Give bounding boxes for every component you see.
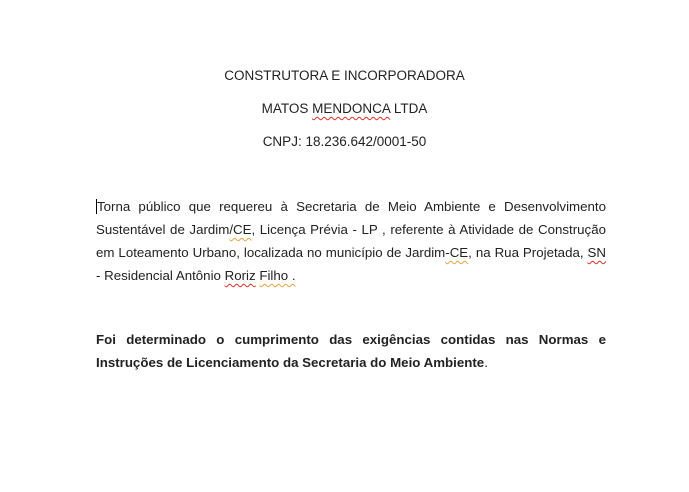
spellcheck-flagged-word[interactable]: Roriz <box>224 268 256 283</box>
grammar-flagged-text[interactable]: /CE <box>229 222 252 237</box>
notice-text: , Licença Prévia - LP , referente à Atividade de Construção em Loteamento Urbano, localizada no município de Jardim <box>96 222 606 260</box>
notice-text: , na Rua Projetada, <box>468 245 588 260</box>
spellcheck-flagged-word[interactable]: MENDONCA <box>312 101 391 116</box>
company-name-part: MATOS <box>261 101 313 116</box>
notice-text: - Residencial Antônio <box>96 268 225 283</box>
company-name-line-1 <box>0 67 689 85</box>
company-name-line-2 <box>0 100 689 118</box>
requirements-text: Foi determinado o cumprimento das exigências contidas nas Normas e Instruções de Licenciamento da Secretaria do Meio Ambiente <box>96 332 606 370</box>
grammar-flagged-text[interactable]: -CE <box>445 245 469 260</box>
company-name-text-1: CONSTRUTORA E INCORPORADORA <box>224 68 465 83</box>
notice-text: Torna público que requereu à Secretaria de Meio Ambiente e Desenvolvimento Sustentável de Jardim <box>96 199 606 237</box>
requirements-paragraph[interactable] <box>96 328 606 374</box>
spellcheck-flagged-word[interactable]: SN <box>587 245 606 260</box>
company-name-part: LTDA <box>390 101 428 116</box>
grammar-flagged-text[interactable]: Filho . <box>259 268 296 283</box>
notice-paragraph[interactable] <box>96 195 606 287</box>
cnpj-line <box>0 133 689 151</box>
requirements-period: . <box>484 355 488 370</box>
cnpj-text: CNPJ: 18.236.642/0001-50 <box>262 134 427 149</box>
